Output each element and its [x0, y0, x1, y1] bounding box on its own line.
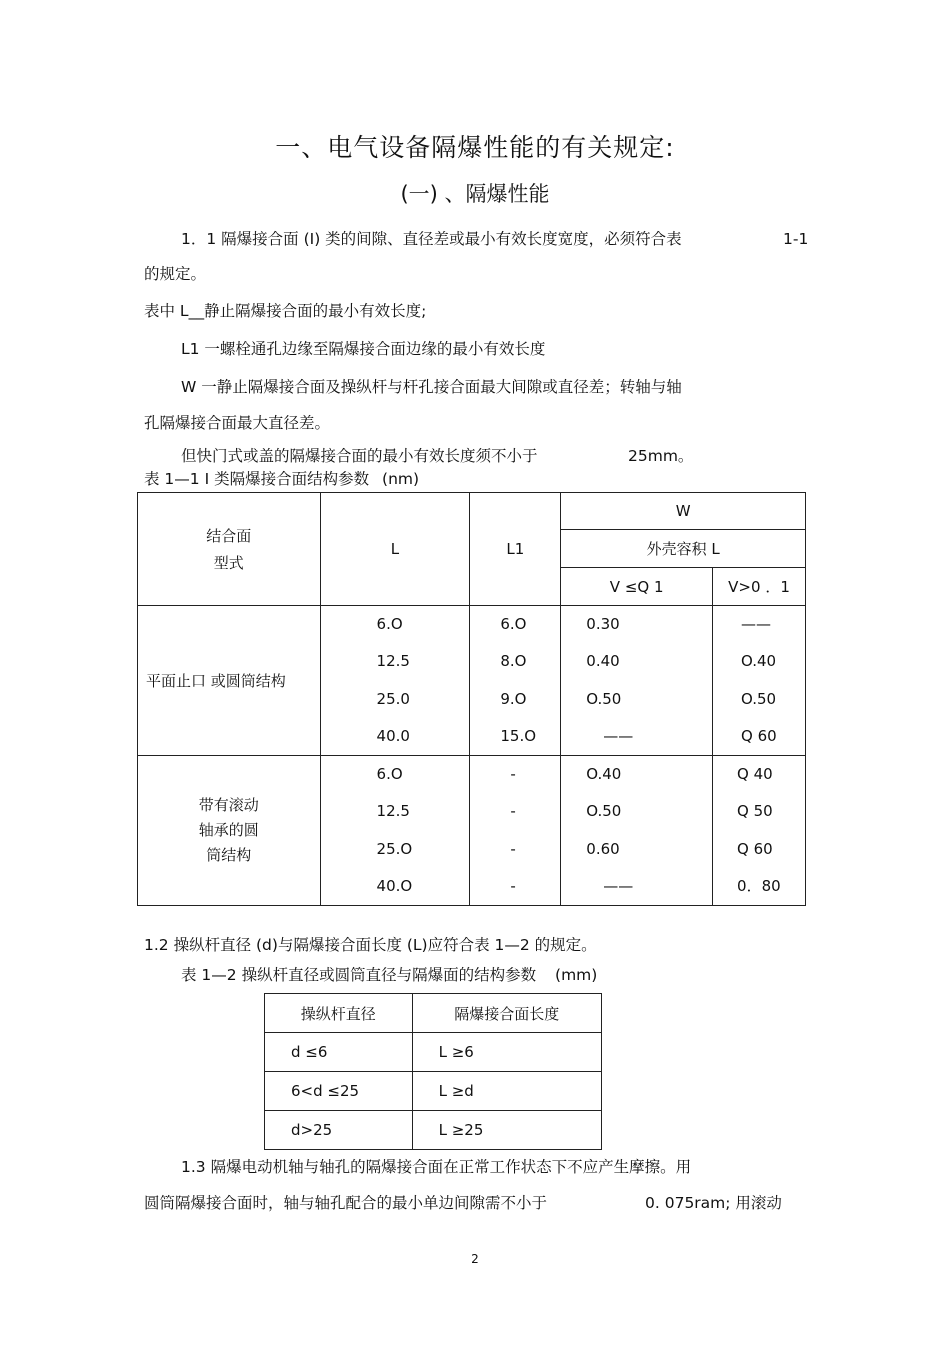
group-2-v-le [561, 756, 713, 906]
cell: 40.O [376, 877, 413, 896]
paragraph-1-line-1 [181, 229, 682, 249]
table-1-caption [144, 469, 419, 489]
header-v-le: V ≤Q 1 [561, 568, 713, 606]
group-2-v-gt [713, 756, 806, 906]
table-cell: L ≥25 [412, 1111, 601, 1150]
table-2-caption-text: 表 1—2 操纵杆直径或圆筒直径与隔爆面的结构参数 [181, 966, 537, 984]
cell: 0.30 [586, 615, 620, 633]
header-joint-type [138, 493, 321, 606]
cell: —— [603, 726, 634, 745]
group-2-name-line-2: 轴承的圆 [198, 821, 259, 840]
group-1-v-gt [713, 606, 806, 756]
table-2-header-diameter: 操纵杆直径 [265, 994, 413, 1033]
group-1-L1 [470, 606, 561, 756]
cell: —— [741, 615, 772, 633]
cell: 40.0 [376, 726, 410, 745]
group-2-name-line-1: 带有滚动 [198, 796, 259, 815]
cell: Q 60 [741, 726, 777, 745]
table-row [265, 1072, 602, 1111]
cell: - [510, 802, 516, 821]
table-cell: d>25 [265, 1111, 413, 1150]
cell: 6.O [376, 765, 403, 784]
cell: 15.O [500, 726, 537, 745]
cell: 12.5 [376, 802, 410, 821]
cell: 0．80 [737, 877, 781, 896]
cell: Q 40 [737, 765, 773, 784]
cell: Q 60 [737, 839, 773, 858]
cell: 12.5 [376, 652, 410, 671]
group-1-name: 平面止口 或圆筒结构 [138, 606, 321, 756]
page-number: 2 [471, 1252, 479, 1266]
cell: - [510, 765, 516, 784]
cell: O.50 [586, 802, 622, 821]
paragraph-5-value: 25mm。 [628, 447, 694, 465]
group-2-L1 [470, 756, 561, 906]
header-joint-type-line-1: 结合面 [206, 527, 252, 545]
cell: 6.O [500, 615, 527, 633]
paragraph-4-line-2: 孔隔爆接合面最大直径差。 [144, 414, 331, 432]
paragraph-4-line-1: W 一静止隔爆接合面及操纵杆与杆孔接合面最大间隙或直径差；转轴与轴 [181, 378, 682, 396]
cell: - [510, 839, 516, 858]
header-joint-type-line-2: 型式 [213, 554, 244, 572]
page-title: 一、电气设备隔爆性能的有关规定: [275, 133, 675, 162]
cell: 25.O [376, 839, 413, 858]
cell: 8.O [500, 652, 527, 671]
header-volume: 外壳容积 L [561, 530, 806, 568]
paragraph-7-line-2b: 0. 075ram; 用滚动 [645, 1194, 782, 1212]
header-W: W [561, 493, 806, 530]
paragraph-3: L1 一螺栓通孔边缘至隔爆接合面边缘的最小有效长度 [181, 340, 546, 358]
table-1-caption-text: 表 1—1 I 类隔爆接合面结构参数 [144, 470, 370, 488]
cell: Q 50 [737, 802, 773, 821]
cell: 0.60 [586, 839, 620, 858]
table-row [265, 1111, 602, 1150]
group-1-v-le [561, 606, 713, 756]
cell: - [510, 877, 516, 896]
paragraph-1-table-ref: 1-1 [783, 230, 809, 248]
cell: 9.O [500, 689, 527, 708]
table-1 [137, 492, 806, 906]
cell: 25.0 [376, 689, 410, 708]
paragraph-6: 1.2 操纵杆直径 (d)与隔爆接合面长度 (L)应符合表 1—2 的规定。 [144, 936, 597, 954]
cell: O.50 [586, 689, 622, 708]
paragraph-1-line-2: 的规定。 [144, 265, 207, 283]
table-2-unit: (mm) [555, 966, 598, 984]
cell: O.50 [741, 689, 777, 708]
paragraph-7-line-2a: 圆筒隔爆接合面时，轴与轴孔配合的最小单边间隙需不小于 [144, 1194, 548, 1212]
header-v-gt: V>0 ．1 [713, 568, 806, 606]
group-2-name-line-3: 筒结构 [206, 846, 252, 865]
cell: 0.40 [586, 652, 620, 671]
table-cell: L ≥d [412, 1072, 601, 1111]
table-cell: 6<d ≤25 [265, 1072, 413, 1111]
section-subtitle: (一) 、隔爆性能 [400, 182, 550, 206]
paragraph-7-line-1: 1.3 隔爆电动机轴与轴孔的隔爆接合面在正常工作状态下不应产生摩擦。用 [181, 1158, 692, 1176]
group-2-L [320, 756, 470, 906]
cell: O.40 [741, 652, 777, 671]
paragraph-5-text: 但快门式或盖的隔爆接合面的最小有效长度须不小于 [181, 447, 538, 465]
paragraph-2: 表中 L__静止隔爆接合面的最小有效长度; [144, 302, 427, 320]
cell: —— [603, 877, 634, 896]
table-cell: d ≤6 [265, 1033, 413, 1072]
group-2-name [138, 756, 321, 906]
group-1-L [320, 606, 470, 756]
table-cell: L ≥6 [412, 1033, 601, 1072]
cell: O.40 [586, 765, 622, 784]
table-row [265, 1033, 602, 1072]
paragraph-1-text: 1．1 隔爆接合面 (I) 类的间隙、直径差或最小有效长度宽度，必须符合表 [181, 230, 682, 248]
table-2-caption [181, 965, 597, 985]
table-2 [264, 993, 602, 1150]
header-L: L [320, 493, 470, 606]
header-L1: L1 [470, 493, 561, 606]
table-1-unit: (nm) [382, 470, 420, 488]
cell: 6.O [376, 615, 403, 633]
table-2-header-length: 隔爆接合面长度 [412, 994, 601, 1033]
